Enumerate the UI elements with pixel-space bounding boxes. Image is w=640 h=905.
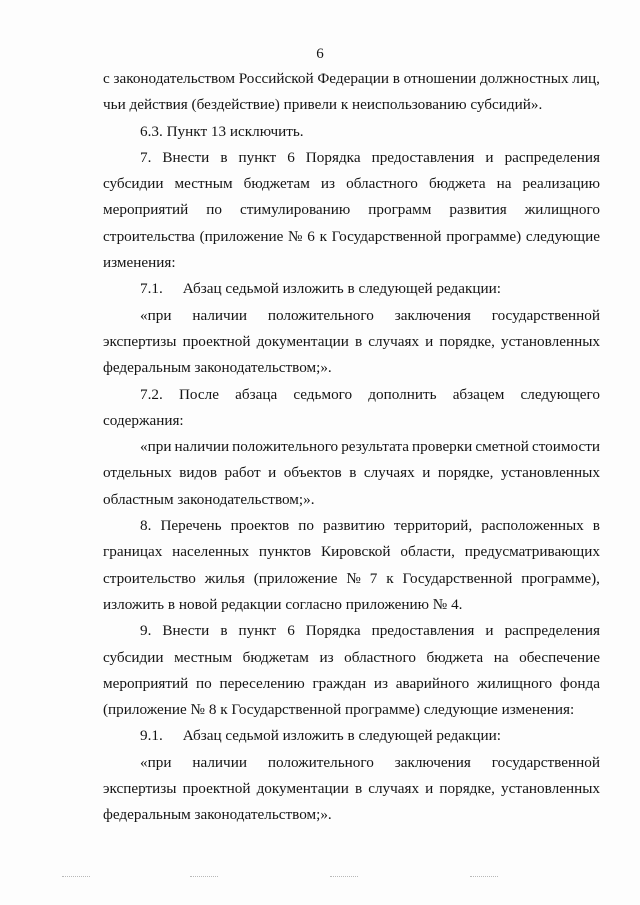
text-line (103, 776, 600, 802)
text-word: областным законодательством;». (103, 490, 315, 508)
text-word: по (196, 674, 212, 692)
text-line (103, 329, 600, 355)
text-word: и (485, 148, 494, 166)
text-word: случаях (368, 780, 420, 798)
text-word: граждан (312, 674, 367, 692)
text-word: местным (174, 648, 233, 666)
text-word: содержания: (103, 411, 184, 429)
text-word: положительного (232, 438, 339, 456)
text-word: обеспечение (519, 648, 600, 666)
text-word: 6 (287, 622, 295, 640)
scan-artifact-dots (0, 876, 640, 882)
text-word: с (103, 70, 110, 87)
text-word: чьи действия (бездействие) привели к неиспользованию субсидий». (103, 96, 543, 114)
text-line (103, 197, 600, 223)
text-word: мероприятий (103, 674, 189, 692)
document-body (103, 66, 600, 829)
text-word: предусматривающих (464, 543, 600, 561)
text-word: бюджетам (242, 648, 309, 666)
text-word: 6 (307, 227, 315, 245)
text-word: установленных (501, 332, 600, 350)
text-line (103, 592, 600, 618)
text-word: стоимости (531, 438, 600, 456)
text-word: территорий, (393, 517, 473, 535)
text-word: субсидии (103, 175, 164, 193)
page-number: 6 (316, 46, 324, 62)
text-word: результата (341, 438, 409, 456)
text-word: федеральным законодательством;». (103, 806, 332, 824)
text-word: дополнить (368, 385, 437, 403)
text-word: жилищного (476, 674, 553, 692)
text-line (103, 566, 600, 592)
text-word: 9.1. (140, 727, 163, 745)
text-word: программ (368, 201, 432, 219)
text-word: наличии (192, 306, 247, 324)
text-word: населенных (172, 543, 250, 561)
text-word: и (268, 464, 277, 482)
text-line (103, 723, 600, 749)
text-line (103, 697, 600, 723)
text-word: области, (400, 543, 455, 561)
text-word: установленных (501, 780, 600, 798)
text-word: проверки (412, 438, 473, 456)
text-word: работ (224, 464, 261, 482)
text-word: предоставления (371, 148, 475, 166)
text-word: изменения: (103, 254, 176, 272)
text-word: и (425, 332, 434, 350)
text-line (103, 671, 600, 697)
text-word: (приложение (253, 569, 338, 587)
text-word: из (319, 648, 334, 666)
text-word: Перечень (160, 517, 222, 535)
text-line (103, 539, 600, 565)
text-line (103, 460, 600, 486)
text-word: 8. (140, 517, 152, 535)
text-word: программе) (446, 227, 522, 245)
text-line (103, 355, 600, 381)
text-word: пунктов (258, 543, 312, 561)
text-word: аварийного (395, 674, 470, 692)
text-word: № (288, 227, 303, 245)
text-word: «при (140, 753, 172, 771)
text-word: документации (256, 780, 349, 798)
text-word: После (178, 385, 219, 403)
text-word: в (392, 70, 400, 87)
text-word: абзаца (235, 385, 278, 403)
text-word: заключения (394, 753, 471, 771)
text-word: в (354, 780, 363, 798)
text-word: границах (103, 543, 163, 561)
text-word: порядке, (439, 332, 495, 350)
text-word: изложить в новой редакции согласно приложению № 4. (103, 595, 463, 613)
text-word: бюджетам (243, 175, 310, 193)
text-line (103, 145, 600, 171)
text-line (103, 224, 600, 250)
text-word: проектной (182, 780, 251, 798)
text-word: переселению (219, 674, 305, 692)
text-word: 7.1. (140, 280, 163, 298)
text-word: к (319, 227, 327, 245)
text-word: положительного (267, 753, 374, 771)
text-line (103, 303, 600, 329)
text-word: случаях (368, 332, 420, 350)
text-word: местным (174, 175, 233, 193)
text-word: федеральным законодательством;». (103, 359, 332, 377)
text-line (103, 408, 600, 434)
text-line (103, 382, 600, 408)
text-word: в (354, 332, 363, 350)
text-word: областного (344, 648, 416, 666)
text-word: отдельных (103, 464, 172, 482)
text-line (103, 513, 600, 539)
text-word: по (206, 201, 223, 219)
text-word: по (298, 517, 314, 535)
text-word: сметной (475, 438, 529, 456)
text-word: отношении (403, 70, 477, 87)
text-word: 7.2. (140, 385, 163, 403)
text-word: «при (140, 438, 172, 456)
text-word: программе), (521, 569, 600, 587)
text-line (103, 66, 600, 92)
text-word: Абзац седьмой изложить в следующей редакции: (182, 727, 501, 745)
text-word: документации (256, 332, 349, 350)
text-word: экспертизы (103, 332, 177, 350)
text-word: в (220, 148, 228, 166)
text-word: в (592, 517, 600, 535)
text-word: заключения (394, 306, 471, 324)
text-word: предоставления (371, 622, 475, 640)
text-word: Порядка (305, 622, 361, 640)
text-word: следующие (525, 227, 600, 245)
text-word: (приложение № 8 к Государственной программе) следующие изменения: (103, 701, 575, 719)
text-word: на (496, 175, 512, 193)
text-word: и (422, 464, 431, 482)
text-word: и (425, 780, 434, 798)
text-word: Государственной (402, 569, 513, 587)
text-word: видов (179, 464, 218, 482)
text-word: государственной (491, 306, 600, 324)
text-line (103, 750, 600, 776)
text-word: наличии (192, 753, 247, 771)
text-word: порядке, (437, 464, 494, 482)
text-word: Абзац седьмой изложить в следующей редакции: (182, 280, 501, 298)
text-word: из (320, 175, 336, 193)
text-word: экспертизы (103, 780, 177, 798)
text-word: распределения (504, 148, 600, 166)
text-line (103, 487, 600, 513)
text-word: Внести (162, 622, 210, 640)
text-line (103, 119, 600, 145)
text-word: Внести (162, 148, 210, 166)
text-word: бюджета (428, 175, 486, 193)
text-word: развития (449, 201, 507, 219)
text-word: положительного (267, 306, 374, 324)
text-word: строительство (103, 569, 196, 587)
text-word: установленных (500, 464, 600, 482)
text-line (103, 250, 600, 276)
text-word: 6.3. Пункт 13 исключить. (140, 122, 304, 140)
text-word: развитию (323, 517, 385, 535)
text-word: строительства (103, 227, 195, 245)
text-word: 7. (140, 148, 152, 166)
text-word: бюджета (426, 648, 484, 666)
text-word: распределения (504, 622, 600, 640)
text-word: к (386, 569, 394, 587)
text-word: из (373, 674, 388, 692)
text-word: седьмого (293, 385, 353, 403)
text-word: «при (140, 306, 172, 324)
text-line (103, 434, 600, 460)
text-line (103, 276, 600, 302)
text-word: фонда (559, 674, 600, 692)
text-word: порядке, (439, 780, 495, 798)
text-word: мероприятий (103, 201, 189, 219)
text-word: пункт (238, 622, 277, 640)
text-word: в (349, 464, 357, 482)
text-word: лиц, (572, 70, 600, 87)
text-word: проектов (230, 517, 290, 535)
text-word: Государственной (331, 227, 442, 245)
text-word: жилья (204, 569, 245, 587)
text-word: и (485, 622, 494, 640)
text-word: случаях (363, 464, 415, 482)
text-word: Федерации (317, 70, 390, 87)
text-word: Кировской (320, 543, 391, 561)
text-word: 6 (287, 148, 295, 166)
text-line (103, 802, 600, 828)
text-word: (приложение (199, 227, 284, 245)
text-word: № (346, 569, 361, 587)
text-line (103, 92, 600, 118)
text-word: законодательством (113, 70, 236, 87)
text-word: государственной (491, 753, 600, 771)
text-word: Российской (238, 70, 314, 87)
text-word: объектов (283, 464, 342, 482)
text-line (103, 618, 600, 644)
text-word: 9. (140, 622, 152, 640)
text-word: реализацию (522, 175, 600, 193)
text-word: 7 (369, 569, 378, 587)
text-word: областного (346, 175, 418, 193)
text-word: абзацем (452, 385, 505, 403)
text-line (103, 645, 600, 671)
text-word: должностных (479, 70, 569, 87)
text-word: Порядка (305, 148, 361, 166)
text-word: жилищного (524, 201, 600, 219)
text-word: стимулированию (240, 201, 351, 219)
text-word: следующего (520, 385, 600, 403)
text-word: на (493, 648, 509, 666)
text-word: в (220, 622, 228, 640)
text-word: проектной (182, 332, 251, 350)
text-word: наличии (174, 438, 230, 456)
text-word: расположенных (481, 517, 584, 535)
text-word: пункт (238, 148, 277, 166)
text-line (103, 171, 600, 197)
text-word: субсидии (103, 648, 164, 666)
